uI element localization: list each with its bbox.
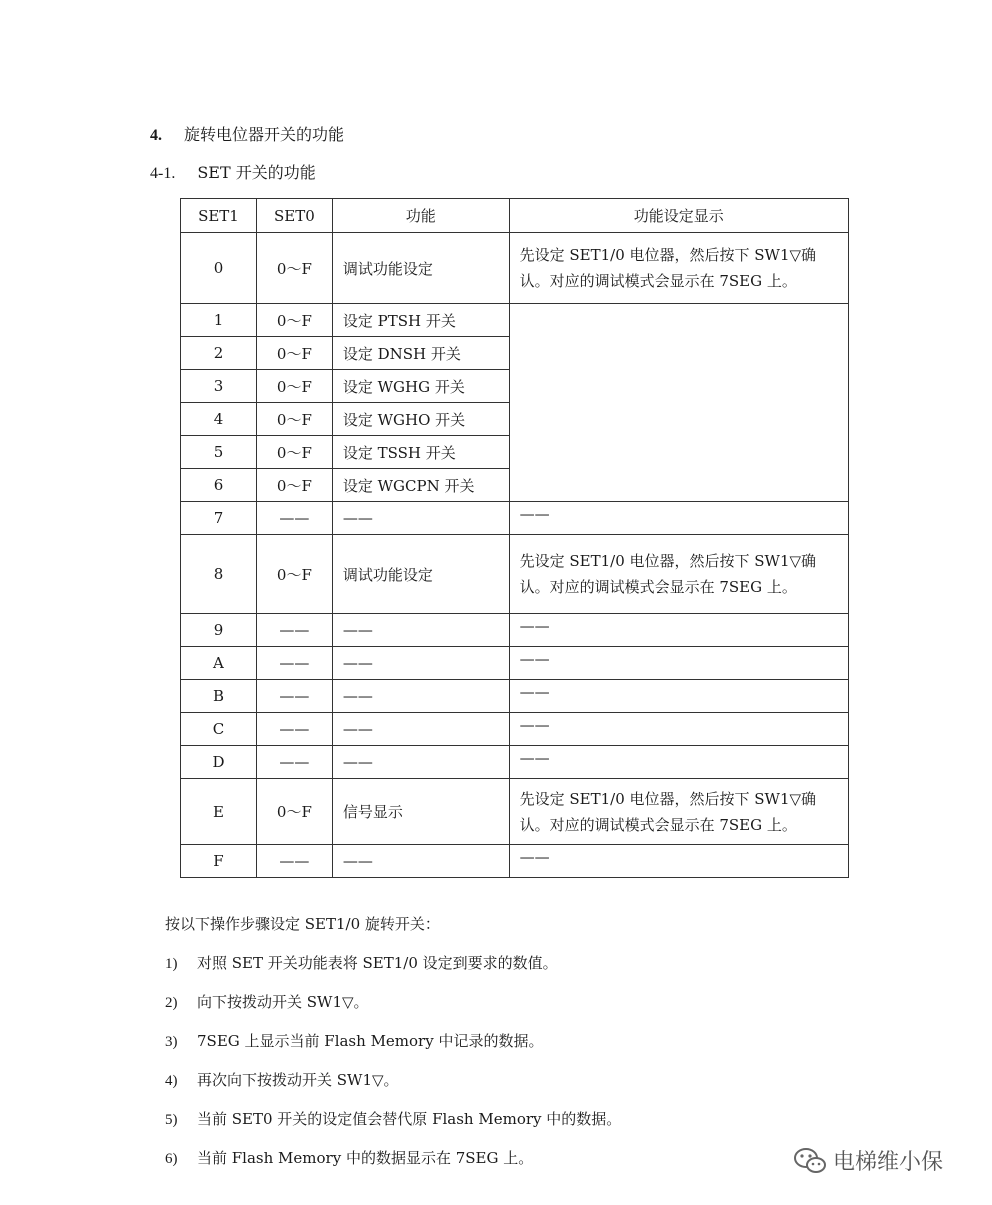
list-item <box>165 1069 621 1108</box>
header-set1: SET1 <box>181 199 257 233</box>
cell-function: 调试功能设定 <box>332 535 509 614</box>
section-number: 4. <box>150 127 162 144</box>
step-text: 当前 SET0 开关的设定值会替代原 Flash Memory 中的数据。 <box>197 1110 622 1128</box>
cell-set1: D <box>181 746 257 779</box>
cell-set0: 0～F <box>256 370 332 403</box>
cell-set0: —— <box>256 713 332 746</box>
table-row <box>181 535 849 614</box>
cell-set1: 5 <box>181 436 257 469</box>
header-set0: SET0 <box>256 199 332 233</box>
cell-set1: 9 <box>181 614 257 647</box>
cell-function: —— <box>332 713 509 746</box>
cell-function: —— <box>332 680 509 713</box>
cell-function: —— <box>332 746 509 779</box>
list-item <box>165 1030 621 1069</box>
cell-set1: B <box>181 680 257 713</box>
cell-function: 设定 WGHO 开关 <box>332 403 509 436</box>
watermark-text: 电梯维小保 <box>833 1150 944 1175</box>
cell-set0: —— <box>256 614 332 647</box>
step-text: 7SEG 上显示当前 Flash Memory 中记录的数据。 <box>197 1032 544 1050</box>
table-row <box>181 304 849 337</box>
subsection-heading <box>150 160 316 183</box>
cell-function: —— <box>332 845 509 878</box>
step-text: 对照 SET 开关功能表将 SET1/0 设定到要求的数值。 <box>197 954 558 972</box>
table-header-row <box>181 199 849 233</box>
cell-display: —— <box>509 713 848 746</box>
cell-set1: 7 <box>181 502 257 535</box>
cell-display: 先设定 SET1/0 电位器，然后按下 SW1▽确认。对应的调试模式会显示在 7SEG 上。 <box>509 779 848 845</box>
cell-set0: 0～F <box>256 535 332 614</box>
table-row <box>181 647 849 680</box>
cell-set1: 0 <box>181 233 257 304</box>
cell-set0: —— <box>256 502 332 535</box>
cell-display: —— <box>509 746 848 779</box>
step-text: 当前 Flash Memory 中的数据显示在 7SEG 上。 <box>197 1149 534 1167</box>
step-number: 5) <box>165 1112 178 1128</box>
cell-set1: F <box>181 845 257 878</box>
cell-set1: E <box>181 779 257 845</box>
cell-set0: —— <box>256 845 332 878</box>
cell-set0: 0～F <box>256 403 332 436</box>
step-number: 2) <box>165 995 178 1011</box>
list-item <box>165 1108 621 1147</box>
step-number: 3) <box>165 1034 178 1050</box>
step-text: 再次向下按拨动开关 SW1▽。 <box>197 1071 399 1089</box>
table-row <box>181 233 849 304</box>
cell-function: 设定 WGCPN 开关 <box>332 469 509 502</box>
step-text: 向下按拨动开关 SW1▽。 <box>197 993 369 1011</box>
cell-set1: A <box>181 647 257 680</box>
table-row <box>181 713 849 746</box>
cell-set0: 0～F <box>256 469 332 502</box>
cell-display: —— <box>509 845 848 878</box>
cell-set1: 2 <box>181 337 257 370</box>
cell-function: 设定 WGHG 开关 <box>332 370 509 403</box>
cell-display: 先设定 SET1/0 电位器，然后按下 SW1▽确认。对应的调试模式会显示在 7SEG 上。 <box>509 233 848 304</box>
cell-display: —— <box>509 680 848 713</box>
cell-set0: 0～F <box>256 436 332 469</box>
table-row <box>181 746 849 779</box>
subsection-title: SET 开关的功能 <box>197 163 316 182</box>
wechat-icon <box>793 1147 827 1175</box>
cell-display: —— <box>509 614 848 647</box>
cell-set0: —— <box>256 647 332 680</box>
header-function: 功能 <box>332 199 509 233</box>
step-number: 6) <box>165 1151 178 1167</box>
cell-set0: 0～F <box>256 233 332 304</box>
cell-set1: C <box>181 713 257 746</box>
cell-set1: 3 <box>181 370 257 403</box>
list-item <box>165 1147 621 1186</box>
cell-set0: 0～F <box>256 337 332 370</box>
list-item <box>165 991 621 1030</box>
step-number: 4) <box>165 1073 178 1089</box>
table-row <box>181 845 849 878</box>
cell-display: —— <box>509 647 848 680</box>
cell-display-merged <box>509 304 848 502</box>
set-switch-function-table <box>180 198 849 878</box>
header-display: 功能设定显示 <box>509 199 848 233</box>
cell-set0: —— <box>256 746 332 779</box>
cell-set1: 8 <box>181 535 257 614</box>
cell-display: —— <box>509 502 848 535</box>
cell-function: 设定 TSSH 开关 <box>332 436 509 469</box>
subsection-number: 4-1. <box>150 165 176 182</box>
cell-set1: 6 <box>181 469 257 502</box>
procedure-intro: 按以下操作步骤设定 SET1/0 旋转开关： <box>165 915 440 933</box>
cell-set0: 0～F <box>256 779 332 845</box>
list-item <box>165 952 621 991</box>
cell-function: 信号显示 <box>332 779 509 845</box>
watermark <box>793 1145 943 1176</box>
cell-function: —— <box>332 614 509 647</box>
cell-set1: 1 <box>181 304 257 337</box>
table-row <box>181 502 849 535</box>
table-row <box>181 779 849 845</box>
table-row <box>181 614 849 647</box>
cell-function: —— <box>332 647 509 680</box>
cell-function: —— <box>332 502 509 535</box>
section-heading <box>150 122 344 145</box>
cell-function: 设定 DNSH 开关 <box>332 337 509 370</box>
cell-set0: —— <box>256 680 332 713</box>
section-title: 旋转电位器开关的功能 <box>184 125 345 144</box>
cell-set1: 4 <box>181 403 257 436</box>
cell-set0: 0～F <box>256 304 332 337</box>
procedure-steps <box>165 952 621 1186</box>
cell-function: 调试功能设定 <box>332 233 509 304</box>
cell-display: 先设定 SET1/0 电位器，然后按下 SW1▽确认。对应的调试模式会显示在 7SEG 上。 <box>509 535 848 614</box>
table-row <box>181 680 849 713</box>
step-number: 1) <box>165 956 178 972</box>
cell-function: 设定 PTSH 开关 <box>332 304 509 337</box>
